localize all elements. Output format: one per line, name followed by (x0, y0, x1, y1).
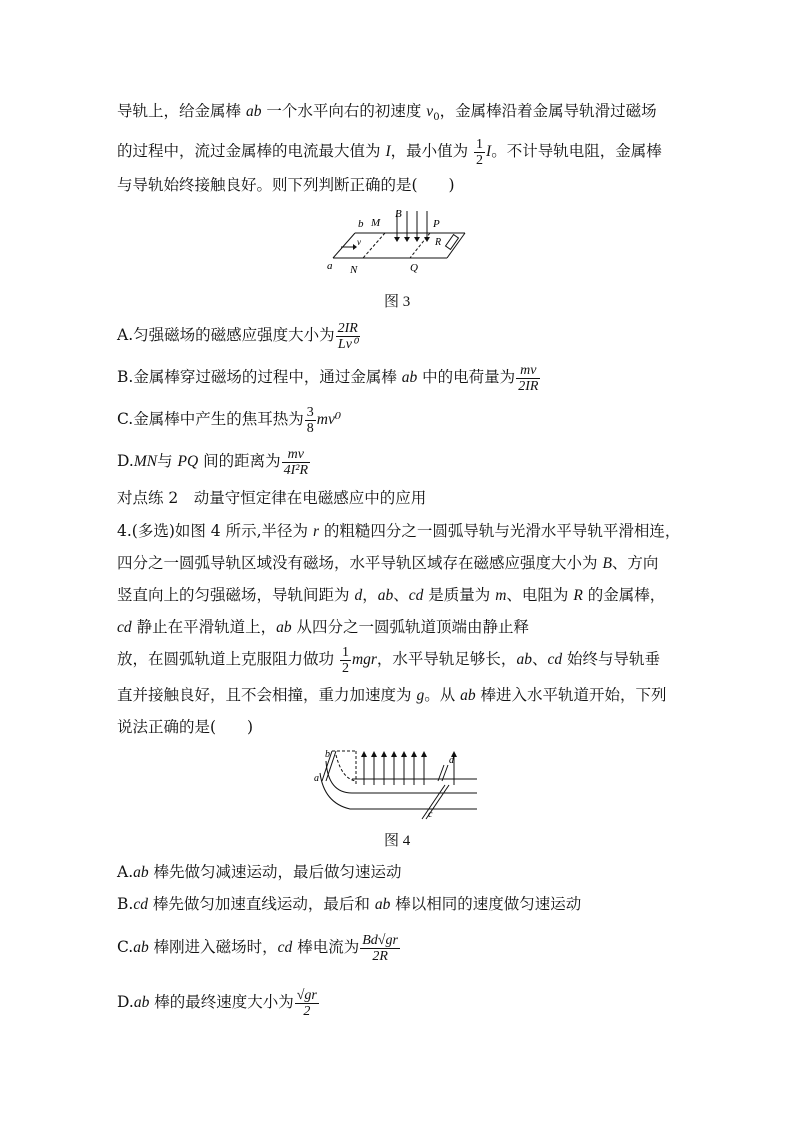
problem4-line1: 4.(多选)如图 4 所示,半径为 r 的粗糙四分之一圆弧导轨与光滑水平导轨平滑相连， (117, 522, 681, 540)
problem3-option-b: B.金属棒穿过磁场的过程中，通过金属棒 ab 中的电荷量为 $\frac{mv}{2IR}$ (117, 362, 539, 394)
problem3-line3: 与导轨始终接触良好。则下列判断正确的是( ) (117, 176, 455, 194)
label-R: R (435, 237, 442, 248)
label-B: B (395, 208, 402, 220)
label-Q: Q (410, 262, 418, 274)
problem4-option-c: C.ab 棒刚进入磁场时，cd 棒电流为 $\frac{Bd√gr}{2R}$ (117, 932, 398, 964)
figure-4-caption: 图 4 (384, 833, 411, 849)
problem3-line1: 导轨上，给金属棒 ab 一个水平向右的初速度 $v_0$，金属棒沿着金属导轨滑过磁场 (117, 102, 657, 124)
fraction-one-half: $\frac{1}{2}$ (476, 136, 484, 168)
problem3-option-d: D.MN与 PQ 间的距离为 $\frac{mv}{\text{4I²R}}$ (117, 446, 309, 478)
figure-4-diagram (312, 745, 482, 820)
label-a: a (314, 773, 319, 784)
problem4-line7: 说法正确的是( ) (117, 718, 254, 736)
problem3-option-c: C.金属棒中产生的焦耳热为 $\frac{3}{8}$ mv⁰ (117, 404, 342, 436)
problem4-line3: 竖直向上的匀强磁场，导轨间距为 d，ab、cd 是质量为 m、电阻为 R 的金属棒， (117, 586, 666, 604)
label-b: b (325, 749, 330, 760)
problem4-line4: cd 静止在平滑轨道上，ab 从四分之一圆弧轨道顶端由静止释 (117, 618, 530, 636)
label-d: d (449, 755, 454, 766)
figure-3-caption: 图 3 (384, 294, 411, 310)
figure-3-diagram (325, 203, 475, 278)
label-N: N (350, 264, 358, 276)
section-title: 对点练 2 动量守恒定律在电磁感应中的应用 (117, 489, 427, 507)
problem4-line2: 四分之一圆弧导轨区域没有磁场，水平导轨区域存在磁感应强度大小为 B、方向 (117, 554, 659, 572)
label-c: c (428, 809, 433, 820)
problem4-line6: 直并接触良好，且不会相撞，重力加速度为 g。从 ab 棒进入水平轨道开始，下列 (117, 686, 667, 704)
problem3-option-a: A.匀强磁场的磁感应强度大小为 $\frac{2IR}{\text{Lv⁰}}$ (117, 320, 358, 352)
label-b: b (358, 218, 364, 230)
label-P: P (433, 218, 440, 230)
label-a: a (327, 260, 333, 272)
label-v0: v (357, 237, 361, 247)
label-M: M (371, 217, 381, 229)
problem4-option-a: A.ab 棒先做匀减速运动，最后做匀速运动 (117, 863, 402, 881)
problem4-option-b: B.cd 棒先做匀加速直线运动，最后和 ab 棒以相同的速度做匀速运动 (117, 895, 582, 913)
problem3-line2: 的过程中，流过金属棒的电流最大值为 I，最小值为 $\frac{1}{2}$ I。不计导轨电阻，金属棒 (117, 136, 662, 168)
problem4-option-d: D.ab 棒的最终速度大小为 $\frac{√gr}{2}$ (117, 987, 317, 1019)
problem4-line5: 放，在圆弧轨道上克服阻力做功 $\frac{1}{2}$ mgr，水平导轨足够长，ab、cd 始终与导轨垂 (117, 644, 661, 676)
